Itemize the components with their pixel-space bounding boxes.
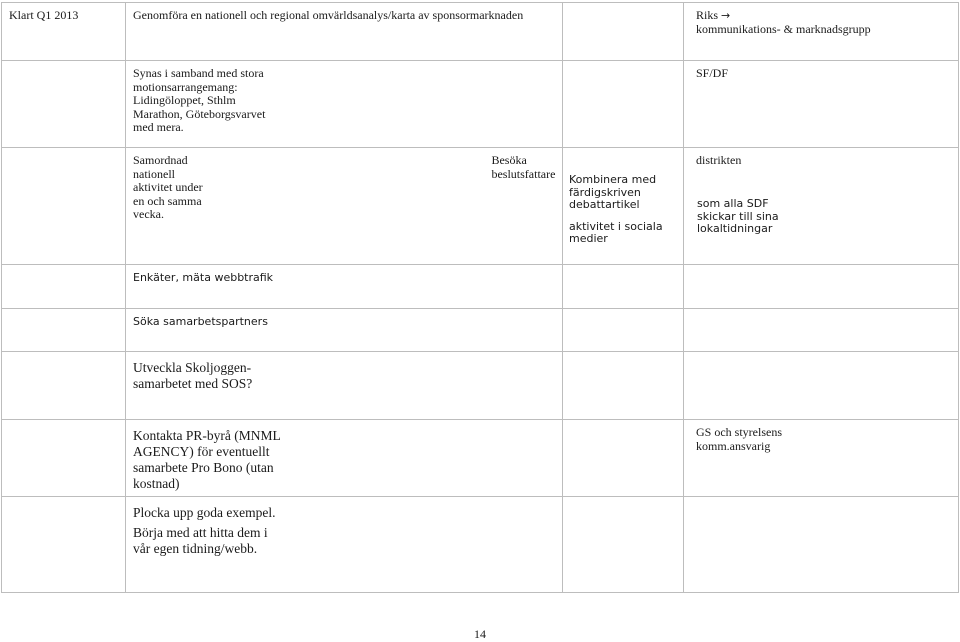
- activity-text-examples: Plocka upp goda exempel.: [133, 505, 276, 520]
- responsible-text: Riks: [696, 8, 719, 22]
- activity-cell: [126, 265, 563, 309]
- activity-text: Enkäter, mäta webbtrafik: [133, 271, 274, 284]
- method-cell: [563, 497, 684, 593]
- status-cell: [2, 309, 126, 352]
- activity-text: Synas i samband med stora motionsarrangemang: Lidingöloppet, Sthlm Marathon, Göteborgsvarvet med mera.: [133, 66, 266, 134]
- method-text-social: aktivitet i sociala medier: [569, 219, 663, 245]
- table-row: [2, 420, 959, 497]
- status-cell: [2, 3, 126, 61]
- table-row: [2, 497, 959, 593]
- activity-cell: [126, 420, 563, 497]
- activity-cell: [126, 497, 563, 593]
- responsible-cell: [684, 3, 959, 61]
- method-text-visit: Besöka beslutsfattare: [491, 153, 556, 181]
- table-row: [2, 265, 959, 309]
- method-text-combine: Kombinera med färdigskriven debattartikel: [569, 173, 657, 211]
- method-details: [569, 174, 689, 246]
- status-text: Klart Q1 2013: [9, 8, 79, 22]
- activity-cell: [126, 3, 563, 61]
- status-cell: [2, 148, 126, 265]
- table-row: [2, 3, 959, 61]
- arrow-right-icon: →: [721, 9, 731, 22]
- status-cell: [2, 265, 126, 309]
- table-row: [2, 148, 959, 265]
- responsible-text: SF/DF: [696, 66, 729, 80]
- method-cell: [563, 352, 684, 420]
- method-cell: [563, 265, 684, 309]
- responsible-text: GS och styrelsens komm.ansvarig: [696, 425, 782, 453]
- page-number: 14: [474, 627, 486, 641]
- activity-text: Samordnad nationell aktivitet under en och samma vecka.: [133, 153, 203, 221]
- activity-text: Genomföra en nationell och regional omvärldsanalys/karta av sponsormarknaden: [133, 8, 524, 22]
- table-row: [2, 309, 959, 352]
- method-cell: [563, 61, 684, 148]
- activity-cell: [126, 148, 563, 265]
- status-cell: [2, 352, 126, 420]
- responsible-text-rest: kommunikations- & marknadsgrupp: [696, 21, 871, 36]
- table-row: [2, 352, 959, 420]
- activity-text: Utveckla Skoljoggen-samarbetet med SOS?: [133, 360, 253, 391]
- responsible-text: distrikten: [696, 153, 742, 167]
- method-cell: [563, 3, 684, 61]
- activity-text: Söka samarbetspartners: [133, 315, 268, 328]
- status-cell: [2, 61, 126, 148]
- responsible-cell: [684, 497, 959, 593]
- table-row: [2, 61, 959, 148]
- activity-cell: [126, 61, 563, 148]
- responsible-details: [697, 198, 807, 236]
- activity-text: Kontakta PR-byrå (MNML AGENCY) för eventuellt samarbete Pro Bono (utan kostnad): [133, 428, 281, 491]
- activity-cell: [126, 309, 563, 352]
- responsible-text-sdf: som alla SDF skickar till sina lokaltidningar: [697, 197, 779, 235]
- responsible-cell: [684, 420, 959, 497]
- activity-cell: [126, 352, 563, 420]
- activity-text-find: Börja med att hitta dem i vår egen tidning/webb.: [133, 525, 268, 556]
- responsible-cell: [684, 352, 959, 420]
- responsible-cell: [684, 265, 959, 309]
- action-plan-table: [1, 2, 959, 593]
- method-cell: [563, 420, 684, 497]
- method-cell: [563, 309, 684, 352]
- responsible-cell: [684, 61, 959, 148]
- responsible-cell: [684, 309, 959, 352]
- status-cell: [2, 497, 126, 593]
- status-cell: [2, 420, 126, 497]
